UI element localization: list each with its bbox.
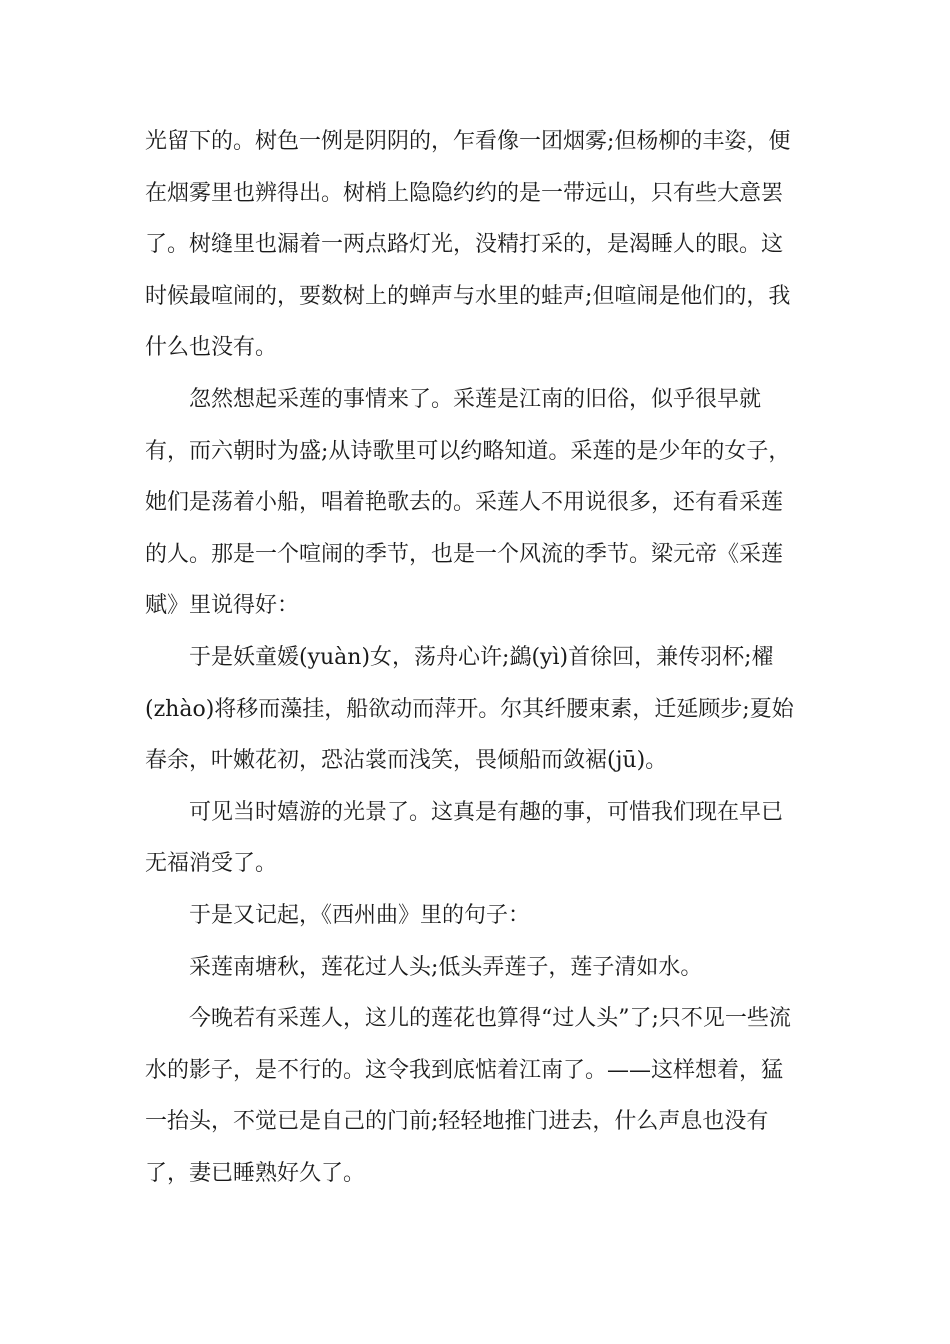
text-line-indented: 于是又记起，《西州曲》里的句子：: [189, 902, 531, 928]
text-line: 时候最喧闹的，要数树上的蝉声与水里的蛙声;但喧闹是他们的，我: [145, 283, 791, 309]
text-line-indented: 采莲南塘秋，莲花过人头;低头弄莲子，莲子清如水。: [189, 954, 703, 980]
text-line: 她们是荡着小船，唱着艳歌去的。采莲人不用说很多，还有看采莲: [145, 490, 784, 516]
text-line-indented: 于是妖童媛(yuàn)女，荡舟心许;鷁(yì)首徐回，兼传羽杯;櫂: [189, 644, 774, 670]
text-line: 了。树缝里也漏着一两点路灯光，没精打采的，是渴睡人的眼。这: [145, 232, 784, 258]
text-line-indented: 今晚若有采莲人，这儿的莲花也算得“过人头”了;只不见一些流: [189, 1006, 791, 1032]
text-line: 一抬头，不觉已是自己的门前;轻轻地推门进去，什么声息也没有: [145, 1109, 769, 1135]
text-line-indented: 忽然想起采莲的事情来了。采莲是江南的旧俗，似乎很早就: [189, 386, 762, 412]
text-line: 在烟雾里也辨得出。树梢上隐隐约约的是一带远山，只有些大意罢: [145, 180, 784, 206]
text-line-indented: 可见当时嬉游的光景了。这真是有趣的事，可惜我们现在早已: [189, 799, 784, 825]
body-text: [145, 116, 805, 1199]
text-line: 无福消受了。: [145, 851, 278, 877]
text-line: 的人。那是一个喧闹的季节，也是一个风流的季节。梁元帝《采莲: [145, 541, 784, 567]
text-line: 什么也没有。: [145, 335, 278, 361]
text-line: 了，妻已睡熟好久了。: [145, 1160, 366, 1186]
text-line: 水的影子，是不行的。这令我到底惦着江南了。——这样想着，猛: [145, 1057, 784, 1083]
text-line: 赋》里说得好：: [145, 593, 300, 619]
text-line: 有，而六朝时为盛;从诗歌里可以约略知道。采莲的是少年的女子，: [145, 438, 791, 464]
text-line: 光留下的。树色一例是阴阴的，乍看像一团烟雾;但杨柳的丰姿，便: [145, 129, 791, 154]
text-line: 春余，叶嫩花初，恐沾裳而浅笑，畏倾船而敛裾(jū)。: [145, 748, 668, 774]
text-line: (zhào)将移而藻挂，船欲动而萍开。尔其纤腰束素，迁延顾步;夏始: [145, 696, 794, 722]
